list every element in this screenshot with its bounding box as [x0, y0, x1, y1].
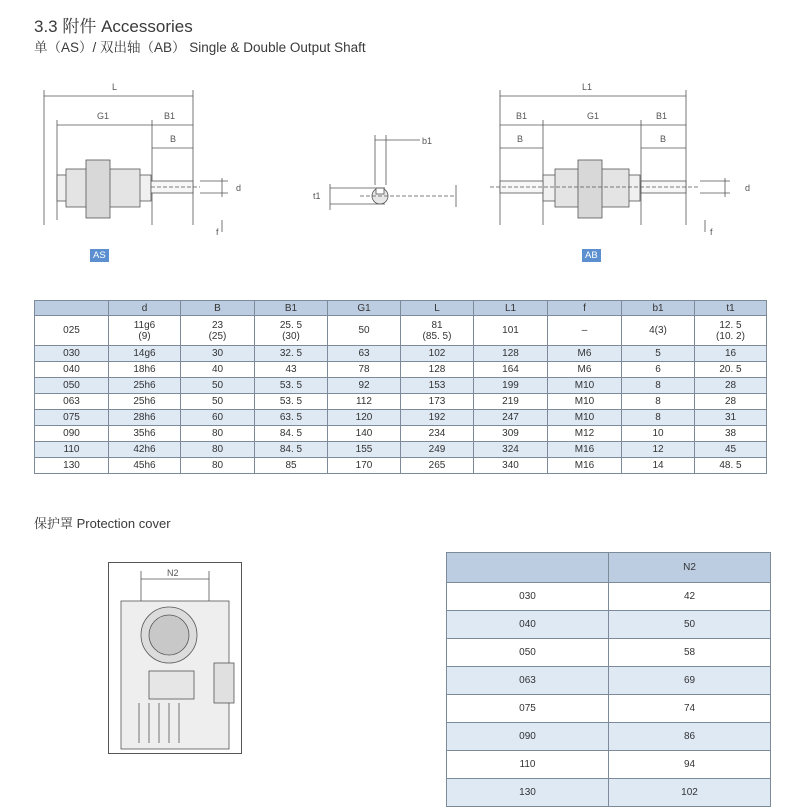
as-badge: AS: [90, 249, 109, 262]
table-cell: 120: [328, 410, 401, 426]
table-cell: 10: [622, 426, 695, 442]
column-header: B1: [255, 301, 328, 316]
table-cell: 164: [474, 362, 548, 378]
table-row: [447, 667, 771, 695]
table-row: [35, 442, 767, 458]
table-cell: 60: [181, 410, 255, 426]
table-row: [447, 583, 771, 611]
table-cell: 78: [328, 362, 401, 378]
table-cell: 063: [447, 667, 609, 695]
dim-label: B1: [164, 111, 176, 121]
table-cell: 20. 5: [695, 362, 767, 378]
shaft-drawings: [0, 60, 800, 270]
table-cell: 155: [328, 442, 401, 458]
column-header: d: [109, 301, 181, 316]
table-cell: 265: [401, 458, 474, 474]
table-cell: 25h6: [109, 394, 181, 410]
table-cell: 28h6: [109, 410, 181, 426]
table-cell: 040: [447, 611, 609, 639]
table-cell: 102: [609, 779, 771, 807]
table-cell: 030: [35, 346, 109, 362]
column-header: L: [401, 301, 474, 316]
table-cell: 12: [622, 442, 695, 458]
table-cell: 14g6: [109, 346, 181, 362]
table-row: [35, 410, 767, 426]
dim-label: L: [112, 82, 118, 92]
table-cell: 28: [695, 378, 767, 394]
table-cell: 40: [181, 362, 255, 378]
table-cell: 50: [181, 394, 255, 410]
table-row: [447, 723, 771, 751]
dim-label: d: [236, 183, 242, 193]
table-cell: 128: [401, 362, 474, 378]
table-cell: M10: [548, 394, 622, 410]
table-cell: 090: [447, 723, 609, 751]
table-cell: 80: [181, 458, 255, 474]
table-cell: 101: [474, 316, 548, 346]
dim-label: B: [517, 134, 524, 144]
dim-label: L1: [582, 82, 593, 92]
table-cell: M12: [548, 426, 622, 442]
dim-label: B1: [656, 111, 668, 121]
dim-label: b1: [422, 136, 433, 146]
table-cell: 140: [328, 426, 401, 442]
table-cell: 45: [695, 442, 767, 458]
table-cell: 249: [401, 442, 474, 458]
table-cell: 102: [401, 346, 474, 362]
table-cell: 6: [622, 362, 695, 378]
table-cell: 63: [328, 346, 401, 362]
column-header: t1: [695, 301, 767, 316]
table-cell: 58: [609, 639, 771, 667]
dim-label: f: [216, 227, 219, 237]
table-cell: 199: [474, 378, 548, 394]
table-cell: 025: [35, 316, 109, 346]
table-cell: 53. 5: [255, 378, 328, 394]
table-cell: 324: [474, 442, 548, 458]
table-row: [35, 378, 767, 394]
table-cell: 42: [609, 583, 771, 611]
table-cell: 50: [609, 611, 771, 639]
table-cell: 5: [622, 346, 695, 362]
table-cell: 4(3): [622, 316, 695, 346]
table-cell: 040: [35, 362, 109, 378]
table-row: [35, 458, 767, 474]
dim-label: G1: [97, 111, 110, 121]
table-cell: 94: [609, 751, 771, 779]
table-cell: 075: [447, 695, 609, 723]
page-subtitle: 单（AS）/ 双出轴（AB） Single & Double Output Shaft: [34, 40, 366, 55]
table-cell: 128: [474, 346, 548, 362]
table-cell: 28: [695, 394, 767, 410]
table-cell: 30: [181, 346, 255, 362]
column-header: N2: [609, 553, 771, 583]
table-cell: 8: [622, 394, 695, 410]
table-cell: 63. 5: [255, 410, 328, 426]
table-cell: M6: [548, 346, 622, 362]
table-cell: 340: [474, 458, 548, 474]
table-cell: 8: [622, 410, 695, 426]
table-cell: 173: [401, 394, 474, 410]
table-cell: 050: [35, 378, 109, 394]
table-cell: 247: [474, 410, 548, 426]
table-cell: M16: [548, 458, 622, 474]
table-row: [35, 426, 767, 442]
column-header: L1: [474, 301, 548, 316]
protection-cover-title: 保护罩 Protection cover: [34, 516, 171, 531]
table-cell: 25. 5 (30): [255, 316, 328, 346]
table-cell: 25h6: [109, 378, 181, 394]
table-cell: 80: [181, 426, 255, 442]
dim-label: B: [170, 134, 177, 144]
table-row: [35, 316, 767, 346]
table-row: [35, 362, 767, 378]
column-header: G1: [328, 301, 401, 316]
table-row: [35, 394, 767, 410]
table-cell: 192: [401, 410, 474, 426]
table-cell: 309: [474, 426, 548, 442]
table-cell: 84. 5: [255, 426, 328, 442]
protection-cover-drawing: [108, 562, 242, 754]
column-header: [35, 301, 109, 316]
column-header: f: [548, 301, 622, 316]
table-row: [447, 639, 771, 667]
table-header-row: [35, 301, 767, 316]
table-cell: 12. 5 (10. 2): [695, 316, 767, 346]
table-cell: 153: [401, 378, 474, 394]
table-header-row: [447, 553, 771, 583]
table-cell: 45h6: [109, 458, 181, 474]
spec-table: [34, 300, 767, 474]
table-row: [35, 346, 767, 362]
column-header: [447, 553, 609, 583]
table-cell: 130: [35, 458, 109, 474]
table-cell: 48. 5: [695, 458, 767, 474]
table-cell: 42h6: [109, 442, 181, 458]
n2-label: N2: [167, 568, 179, 578]
table-row: [447, 751, 771, 779]
table-cell: M10: [548, 410, 622, 426]
table-cell: 130: [447, 779, 609, 807]
dim-label: f: [710, 227, 713, 237]
table-cell: 219: [474, 394, 548, 410]
table-row: [447, 779, 771, 807]
n2-table: [446, 552, 771, 807]
table-cell: 31: [695, 410, 767, 426]
table-cell: 112: [328, 394, 401, 410]
table-cell: 32. 5: [255, 346, 328, 362]
table-row: [447, 611, 771, 639]
dim-label: d: [745, 183, 751, 193]
table-cell: 11g6 (9): [109, 316, 181, 346]
table-cell: 80: [181, 442, 255, 458]
table-cell: M10: [548, 378, 622, 394]
table-cell: 85: [255, 458, 328, 474]
table-cell: 234: [401, 426, 474, 442]
table-cell: 53. 5: [255, 394, 328, 410]
ab-badge: AB: [582, 249, 601, 262]
table-cell: 110: [447, 751, 609, 779]
table-cell: M16: [548, 442, 622, 458]
table-cell: 170: [328, 458, 401, 474]
table-cell: 075: [35, 410, 109, 426]
column-header: B: [181, 301, 255, 316]
table-cell: 35h6: [109, 426, 181, 442]
page-title: 3.3 附件 Accessories: [34, 17, 193, 36]
table-cell: M6: [548, 362, 622, 378]
table-cell: 50: [328, 316, 401, 346]
table-cell: 050: [447, 639, 609, 667]
table-cell: 43: [255, 362, 328, 378]
table-cell: 18h6: [109, 362, 181, 378]
table-cell: 16: [695, 346, 767, 362]
gearbox-cover-svg: [109, 563, 241, 753]
table-cell: 74: [609, 695, 771, 723]
table-cell: 81 (85. 5): [401, 316, 474, 346]
table-cell: 86: [609, 723, 771, 751]
table-cell: 69: [609, 667, 771, 695]
dim-label: B: [660, 134, 667, 144]
table-cell: 14: [622, 458, 695, 474]
table-cell: 50: [181, 378, 255, 394]
table-row: [447, 695, 771, 723]
table-cell: 030: [447, 583, 609, 611]
table-cell: 84. 5: [255, 442, 328, 458]
table-cell: 110: [35, 442, 109, 458]
table-cell: 8: [622, 378, 695, 394]
dim-label: t1: [313, 191, 321, 201]
table-cell: –: [548, 316, 622, 346]
table-cell: 090: [35, 426, 109, 442]
dim-label: G1: [587, 111, 600, 121]
table-cell: 23 (25): [181, 316, 255, 346]
dim-label: B1: [516, 111, 528, 121]
table-cell: 063: [35, 394, 109, 410]
table-cell: 92: [328, 378, 401, 394]
table-cell: 38: [695, 426, 767, 442]
column-header: b1: [622, 301, 695, 316]
